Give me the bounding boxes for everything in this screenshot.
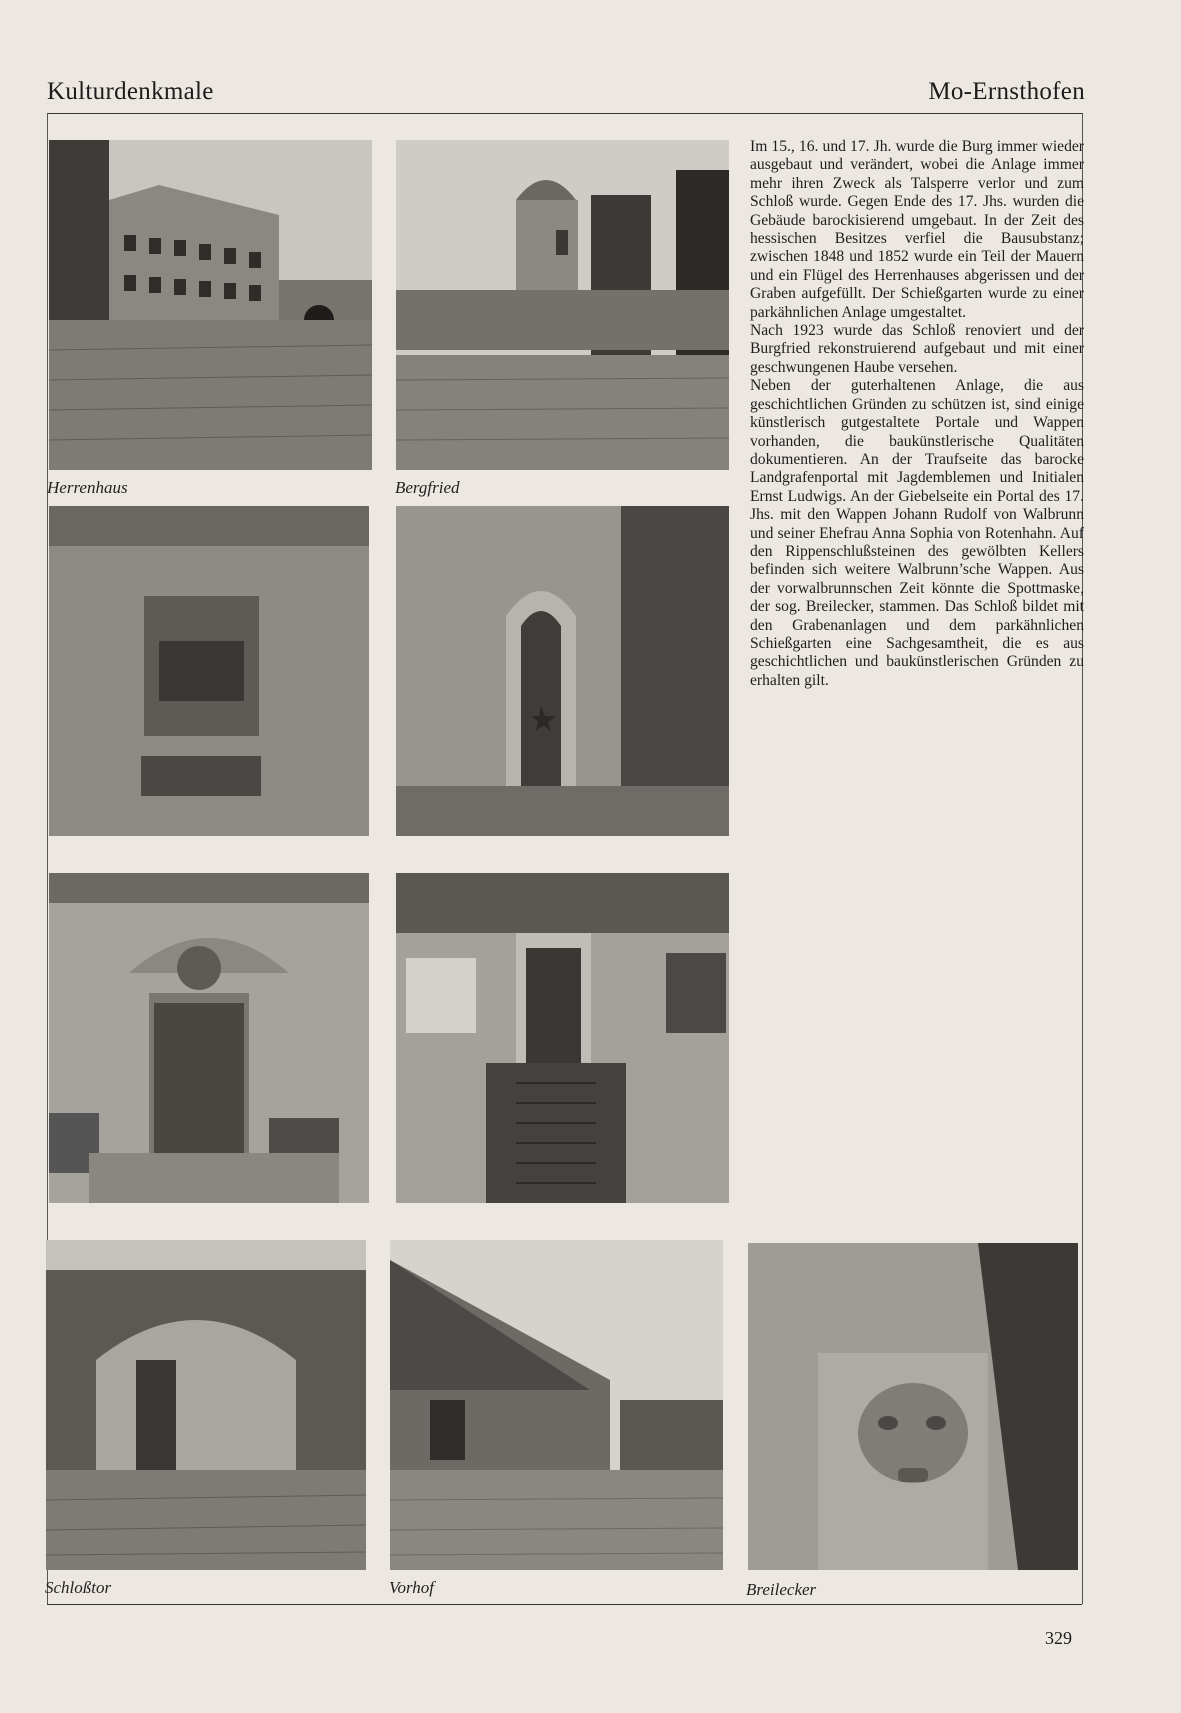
paragraph-2: Nach 1923 wurde das Schloß renoviert und der Burgfried rekonstruierend aufgebaut und mit einer geschwungenen Haube versehen.	[750, 322, 1084, 376]
caption-schlosstor: Schloßtor	[45, 1578, 112, 1597]
paragraph-1: Im 15., 16. und 17. Jh. wurde die Burg immer wieder ausgebaut und verändert, wobei die Anlage immer mehr ihren Zweck als Talsperre verlor und zum Schloß wurde. Gegen Ende des 17. Jhs. wurden die Gebäude barockisierend umgebaut. In der Zeit des hessischen Besitzes verfiel die Bausubstanz; zwischen 1848 und 1852 wurde ein Teil der Mauern und ein Flügel des Herrenhauses abgerissen und der Graben aufgefüllt. Der Schießgarten wurde zu einer parkähnlichen Anlage umgestaltet.	[750, 138, 1084, 321]
running-header-left: Kulturdenkmale	[47, 78, 214, 105]
photo-breilecker	[748, 1243, 1078, 1570]
photo-vorhof	[390, 1240, 723, 1570]
header-rule	[47, 113, 1082, 114]
caption-vorhof: Vorhof	[389, 1578, 435, 1597]
photo-schlosstor	[46, 1240, 366, 1570]
body-text	[750, 138, 1084, 690]
photo-portal-door	[396, 506, 729, 836]
photo-tower-window	[49, 506, 369, 836]
running-header-right: Mo-Ernsthofen	[928, 78, 1085, 105]
photo-steps-portal	[396, 873, 729, 1203]
paragraph-3: Neben der guterhaltenen Anlage, die aus geschichtlichen Gründen zu schützen ist, sind einige künstlerisch gutgestaltete Portale und Wappen vorhanden, die baukünstlerische Qualitäten dokumentieren. An der Traufseite das barocke Landgrafenportal mit Jagdemblemen und Initialen Ernst Ludwigs. An der Giebelseite ein Portal des 17. Jhs. mit den Wappen Johann Rudolf von Walbrunn und seiner Ehefrau Anna Sophia von Rotenhahn. Auf den Rippenschlußsteinen des gewölbten Kellers befinden sich weitere Walbrunn’sche Wappen. Aus der vorwalbrunnschen Zeit könnte die Spottmaske, der sog. Breilecker, stammen. Das Schloß bildet mit den Grabenanlagen und dem parkähnlichen Schießgarten eine Sachgesamtheit, die es aus geschichtlichen und baukünstlerischen Gründen zu erhalten gilt.	[750, 377, 1084, 689]
photo-baroque-portal	[49, 873, 369, 1203]
page-number: 329	[1045, 1628, 1072, 1648]
footer-rule	[47, 1604, 1082, 1605]
photo-herrenhaus	[49, 140, 372, 470]
caption-bergfried: Bergfried	[395, 478, 460, 497]
caption-breilecker: Breilecker	[746, 1580, 817, 1599]
caption-herrenhaus: Herrenhaus	[47, 478, 128, 497]
photo-bergfried	[396, 140, 729, 470]
